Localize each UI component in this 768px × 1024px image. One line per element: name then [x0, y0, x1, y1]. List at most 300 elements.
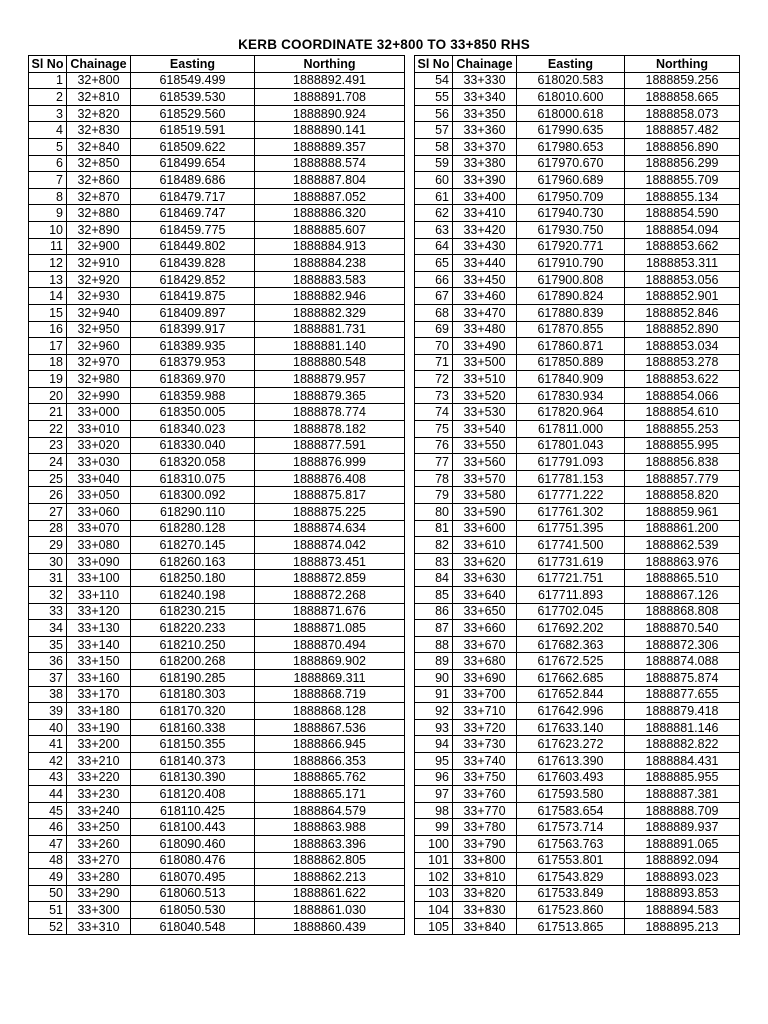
- cell-sl-no: 26: [29, 487, 67, 504]
- cell-chainage: 33+050: [67, 487, 131, 504]
- cell-sl-no: 44: [29, 786, 67, 803]
- table-row: [415, 387, 740, 404]
- cell-sl-no: 80: [415, 504, 453, 521]
- table-row: [415, 669, 740, 686]
- cell-easting: 618399.917: [131, 321, 255, 338]
- cell-chainage: 33+510: [453, 371, 517, 388]
- cell-easting: 618489.686: [131, 172, 255, 189]
- cell-northing: 1888874.634: [255, 520, 405, 537]
- table-row: [29, 487, 405, 504]
- cell-northing: 1888883.583: [255, 271, 405, 288]
- table-body-right: [415, 72, 740, 935]
- table-row: [415, 188, 740, 205]
- cell-easting: 618200.268: [131, 653, 255, 670]
- table-row: [29, 570, 405, 587]
- cell-chainage: 33+140: [67, 636, 131, 653]
- cell-chainage: 33+580: [453, 487, 517, 504]
- cell-sl-no: 9: [29, 205, 67, 222]
- table-row: [29, 89, 405, 106]
- cell-northing: 1888891.065: [625, 835, 740, 852]
- cell-sl-no: 65: [415, 255, 453, 272]
- cell-easting: 618529.560: [131, 105, 255, 122]
- cell-northing: 1888870.494: [255, 636, 405, 653]
- cell-easting: 618330.040: [131, 437, 255, 454]
- cell-northing: 1888884.431: [625, 752, 740, 769]
- cell-northing: 1888880.548: [255, 354, 405, 371]
- cell-easting: 617523.860: [517, 902, 625, 919]
- cell-chainage: 33+180: [67, 703, 131, 720]
- cell-easting: 618060.513: [131, 885, 255, 902]
- cell-sl-no: 41: [29, 736, 67, 753]
- table-row: [29, 205, 405, 222]
- cell-sl-no: 10: [29, 221, 67, 238]
- cell-chainage: 32+930: [67, 288, 131, 305]
- cell-sl-no: 70: [415, 338, 453, 355]
- cell-chainage: 33+360: [453, 122, 517, 139]
- table-row: [29, 736, 405, 753]
- cell-sl-no: 63: [415, 221, 453, 238]
- table-row: [29, 553, 405, 570]
- cell-northing: 1888865.510: [625, 570, 740, 587]
- cell-easting: 617702.045: [517, 603, 625, 620]
- cell-sl-no: 2: [29, 89, 67, 106]
- cell-easting: 617940.730: [517, 205, 625, 222]
- col-header-easting: Easting: [131, 56, 255, 73]
- coordinate-tables: [28, 55, 740, 935]
- cell-northing: 1888855.134: [625, 188, 740, 205]
- cell-chainage: 33+560: [453, 454, 517, 471]
- cell-sl-no: 54: [415, 72, 453, 89]
- cell-chainage: 33+340: [453, 89, 517, 106]
- table-row: [415, 138, 740, 155]
- cell-chainage: 33+640: [453, 587, 517, 604]
- cell-sl-no: 4: [29, 122, 67, 139]
- table-row: [29, 321, 405, 338]
- cell-sl-no: 59: [415, 155, 453, 172]
- cell-chainage: 33+280: [67, 869, 131, 886]
- table-row: [29, 404, 405, 421]
- cell-easting: 617850.889: [517, 354, 625, 371]
- cell-easting: 617791.093: [517, 454, 625, 471]
- cell-sl-no: 33: [29, 603, 67, 620]
- cell-sl-no: 38: [29, 686, 67, 703]
- cell-northing: 1888857.779: [625, 470, 740, 487]
- cell-sl-no: 52: [29, 918, 67, 935]
- cell-chainage: 33+670: [453, 636, 517, 653]
- table-row: [415, 371, 740, 388]
- cell-easting: 617623.272: [517, 736, 625, 753]
- cell-sl-no: 60: [415, 172, 453, 189]
- cell-chainage: 33+400: [453, 188, 517, 205]
- cell-easting: 617692.202: [517, 620, 625, 637]
- cell-sl-no: 79: [415, 487, 453, 504]
- cell-easting: 618379.953: [131, 354, 255, 371]
- cell-northing: 1888867.536: [255, 719, 405, 736]
- table-row: [29, 653, 405, 670]
- table-row: [415, 885, 740, 902]
- cell-northing: 1888864.579: [255, 802, 405, 819]
- table-row: [29, 304, 405, 321]
- cell-northing: 1888895.213: [625, 918, 740, 935]
- table-row: [29, 72, 405, 89]
- cell-easting: 618479.717: [131, 188, 255, 205]
- cell-sl-no: 77: [415, 454, 453, 471]
- cell-chainage: 33+190: [67, 719, 131, 736]
- table-row: [29, 636, 405, 653]
- table-row: [415, 752, 740, 769]
- cell-chainage: 33+650: [453, 603, 517, 620]
- table-row: [415, 255, 740, 272]
- table-row: [29, 769, 405, 786]
- cell-northing: 1888853.662: [625, 238, 740, 255]
- cell-sl-no: 89: [415, 653, 453, 670]
- table-row: [415, 603, 740, 620]
- cell-easting: 618509.622: [131, 138, 255, 155]
- cell-northing: 1888861.030: [255, 902, 405, 919]
- cell-chainage: 32+900: [67, 238, 131, 255]
- cell-northing: 1888854.066: [625, 387, 740, 404]
- cell-chainage: 33+540: [453, 421, 517, 438]
- table-row: [29, 620, 405, 637]
- cell-sl-no: 18: [29, 354, 67, 371]
- cell-sl-no: 50: [29, 885, 67, 902]
- cell-sl-no: 29: [29, 537, 67, 554]
- cell-chainage: 33+790: [453, 835, 517, 852]
- cell-chainage: 33+040: [67, 470, 131, 487]
- table-row: [415, 271, 740, 288]
- cell-northing: 1888862.213: [255, 869, 405, 886]
- cell-sl-no: 64: [415, 238, 453, 255]
- cell-northing: 1888853.278: [625, 354, 740, 371]
- cell-easting: 618100.443: [131, 819, 255, 836]
- cell-northing: 1888872.268: [255, 587, 405, 604]
- cell-chainage: 33+020: [67, 437, 131, 454]
- cell-sl-no: 32: [29, 587, 67, 604]
- cell-easting: 618320.058: [131, 454, 255, 471]
- cell-northing: 1888887.052: [255, 188, 405, 205]
- cell-northing: 1888881.731: [255, 321, 405, 338]
- table-row: [415, 570, 740, 587]
- cell-chainage: 33+720: [453, 719, 517, 736]
- table-row: [415, 155, 740, 172]
- cell-northing: 1888868.128: [255, 703, 405, 720]
- table-row: [415, 454, 740, 471]
- cell-sl-no: 84: [415, 570, 453, 587]
- cell-chainage: 33+120: [67, 603, 131, 620]
- cell-sl-no: 83: [415, 553, 453, 570]
- cell-easting: 618409.897: [131, 304, 255, 321]
- table-row: [415, 321, 740, 338]
- cell-sl-no: 74: [415, 404, 453, 421]
- cell-chainage: 33+250: [67, 819, 131, 836]
- cell-chainage: 33+490: [453, 338, 517, 355]
- cell-easting: 617960.689: [517, 172, 625, 189]
- cell-northing: 1888859.961: [625, 504, 740, 521]
- cell-sl-no: 51: [29, 902, 67, 919]
- table-body-left: [29, 72, 405, 935]
- table-row: [29, 603, 405, 620]
- cell-easting: 617593.580: [517, 786, 625, 803]
- cell-easting: 617771.222: [517, 487, 625, 504]
- cell-sl-no: 61: [415, 188, 453, 205]
- cell-northing: 1888888.709: [625, 802, 740, 819]
- cell-sl-no: 21: [29, 404, 67, 421]
- cell-northing: 1888891.708: [255, 89, 405, 106]
- cell-northing: 1888862.805: [255, 852, 405, 869]
- cell-chainage: 33+830: [453, 902, 517, 919]
- cell-easting: 617950.709: [517, 188, 625, 205]
- table-row: [415, 819, 740, 836]
- cell-easting: 617721.751: [517, 570, 625, 587]
- cell-northing: 1888861.622: [255, 885, 405, 902]
- cell-northing: 1888872.859: [255, 570, 405, 587]
- cell-sl-no: 17: [29, 338, 67, 355]
- cell-northing: 1888875.817: [255, 487, 405, 504]
- cell-sl-no: 40: [29, 719, 67, 736]
- cell-sl-no: 87: [415, 620, 453, 637]
- table-row: [415, 354, 740, 371]
- cell-northing: 1888890.924: [255, 105, 405, 122]
- cell-northing: 1888852.901: [625, 288, 740, 305]
- cell-sl-no: 71: [415, 354, 453, 371]
- cell-chainage: 33+160: [67, 669, 131, 686]
- table-row: [29, 255, 405, 272]
- table-row: [29, 155, 405, 172]
- cell-chainage: 33+780: [453, 819, 517, 836]
- table-row: [29, 138, 405, 155]
- cell-northing: 1888882.822: [625, 736, 740, 753]
- cell-chainage: 33+200: [67, 736, 131, 753]
- cell-easting: 618160.338: [131, 719, 255, 736]
- cell-chainage: 33+530: [453, 404, 517, 421]
- cell-sl-no: 48: [29, 852, 67, 869]
- cell-chainage: 33+770: [453, 802, 517, 819]
- cell-northing: 1888856.838: [625, 454, 740, 471]
- cell-sl-no: 68: [415, 304, 453, 321]
- cell-chainage: 33+700: [453, 686, 517, 703]
- cell-chainage: 33+600: [453, 520, 517, 537]
- cell-easting: 618429.852: [131, 271, 255, 288]
- cell-chainage: 33+000: [67, 404, 131, 421]
- cell-chainage: 33+380: [453, 155, 517, 172]
- cell-sl-no: 3: [29, 105, 67, 122]
- cell-easting: 617870.855: [517, 321, 625, 338]
- table-row: [415, 470, 740, 487]
- table-row: [415, 504, 740, 521]
- table-row: [29, 703, 405, 720]
- cell-northing: 1888854.610: [625, 404, 740, 421]
- table-row: [415, 703, 740, 720]
- cell-easting: 617553.801: [517, 852, 625, 869]
- cell-easting: 617573.714: [517, 819, 625, 836]
- cell-easting: 618250.180: [131, 570, 255, 587]
- cell-sl-no: 72: [415, 371, 453, 388]
- cell-northing: 1888884.238: [255, 255, 405, 272]
- cell-sl-no: 104: [415, 902, 453, 919]
- table-row: [415, 288, 740, 305]
- cell-chainage: 32+800: [67, 72, 131, 89]
- cell-chainage: 33+170: [67, 686, 131, 703]
- cell-chainage: 33+470: [453, 304, 517, 321]
- cell-northing: 1888887.381: [625, 786, 740, 803]
- cell-easting: 618090.460: [131, 835, 255, 852]
- col-header-northing: Northing: [625, 56, 740, 73]
- cell-sl-no: 93: [415, 719, 453, 736]
- cell-chainage: 33+260: [67, 835, 131, 852]
- cell-easting: 617603.493: [517, 769, 625, 786]
- cell-chainage: 33+390: [453, 172, 517, 189]
- cell-northing: 1888879.957: [255, 371, 405, 388]
- cell-easting: 618230.215: [131, 603, 255, 620]
- table-row: [29, 470, 405, 487]
- cell-chainage: 33+090: [67, 553, 131, 570]
- cell-chainage: 32+950: [67, 321, 131, 338]
- cell-easting: 617642.996: [517, 703, 625, 720]
- table-row: [29, 819, 405, 836]
- cell-easting: 618180.303: [131, 686, 255, 703]
- table-row: [29, 421, 405, 438]
- cell-sl-no: 6: [29, 155, 67, 172]
- cell-sl-no: 8: [29, 188, 67, 205]
- cell-sl-no: 103: [415, 885, 453, 902]
- col-header-chainage: Chainage: [67, 56, 131, 73]
- cell-northing: 1888892.094: [625, 852, 740, 869]
- cell-easting: 618190.285: [131, 669, 255, 686]
- cell-northing: 1888863.396: [255, 835, 405, 852]
- cell-chainage: 33+820: [453, 885, 517, 902]
- cell-easting: 617930.750: [517, 221, 625, 238]
- cell-chainage: 33+810: [453, 869, 517, 886]
- cell-easting: 618350.005: [131, 404, 255, 421]
- cell-northing: 1888853.311: [625, 255, 740, 272]
- cell-easting: 617920.771: [517, 238, 625, 255]
- table-row: [29, 354, 405, 371]
- cell-sl-no: 15: [29, 304, 67, 321]
- cell-chainage: 32+990: [67, 387, 131, 404]
- table-row: [29, 238, 405, 255]
- cell-easting: 617890.824: [517, 288, 625, 305]
- cell-chainage: 33+480: [453, 321, 517, 338]
- cell-chainage: 33+450: [453, 271, 517, 288]
- cell-northing: 1888876.999: [255, 454, 405, 471]
- table-row: [29, 835, 405, 852]
- cell-easting: 617970.670: [517, 155, 625, 172]
- cell-easting: 617543.829: [517, 869, 625, 886]
- cell-chainage: 33+520: [453, 387, 517, 404]
- cell-northing: 1888856.890: [625, 138, 740, 155]
- cell-sl-no: 11: [29, 238, 67, 255]
- table-row: [29, 852, 405, 869]
- cell-northing: 1888884.913: [255, 238, 405, 255]
- cell-sl-no: 55: [415, 89, 453, 106]
- table-row: [29, 902, 405, 919]
- cell-northing: 1888885.607: [255, 221, 405, 238]
- cell-chainage: 33+730: [453, 736, 517, 753]
- table-row: [29, 454, 405, 471]
- cell-chainage: 33+590: [453, 504, 517, 521]
- table-row: [415, 686, 740, 703]
- col-header-chainage: Chainage: [453, 56, 517, 73]
- cell-sl-no: 37: [29, 669, 67, 686]
- cell-sl-no: 27: [29, 504, 67, 521]
- cell-sl-no: 57: [415, 122, 453, 139]
- cell-easting: 617533.849: [517, 885, 625, 902]
- table-row: [415, 620, 740, 637]
- cell-easting: 618150.355: [131, 736, 255, 753]
- table-row: [415, 653, 740, 670]
- cell-sl-no: 36: [29, 653, 67, 670]
- cell-easting: 617990.635: [517, 122, 625, 139]
- cell-chainage: 32+830: [67, 122, 131, 139]
- cell-sl-no: 56: [415, 105, 453, 122]
- cell-chainage: 33+290: [67, 885, 131, 902]
- table-row: [415, 520, 740, 537]
- cell-sl-no: 24: [29, 454, 67, 471]
- table-header-row: [415, 56, 740, 73]
- cell-chainage: 33+800: [453, 852, 517, 869]
- col-header-easting: Easting: [517, 56, 625, 73]
- table-header-row: [29, 56, 405, 73]
- table-row: [415, 537, 740, 554]
- table-row: [415, 122, 740, 139]
- table-row: [415, 72, 740, 89]
- cell-chainage: 32+860: [67, 172, 131, 189]
- cell-sl-no: 73: [415, 387, 453, 404]
- cell-northing: 1888853.034: [625, 338, 740, 355]
- cell-chainage: 33+070: [67, 520, 131, 537]
- cell-sl-no: 75: [415, 421, 453, 438]
- cell-chainage: 33+760: [453, 786, 517, 803]
- cell-sl-no: 42: [29, 752, 67, 769]
- table-row: [29, 752, 405, 769]
- table-row: [29, 719, 405, 736]
- cell-northing: 1888871.676: [255, 603, 405, 620]
- cell-northing: 1888855.995: [625, 437, 740, 454]
- cell-easting: 617751.395: [517, 520, 625, 537]
- cell-easting: 618000.618: [517, 105, 625, 122]
- cell-easting: 617910.790: [517, 255, 625, 272]
- cell-chainage: 33+230: [67, 786, 131, 803]
- cell-easting: 617761.302: [517, 504, 625, 521]
- table-row: [415, 238, 740, 255]
- cell-chainage: 33+030: [67, 454, 131, 471]
- cell-chainage: 33+150: [67, 653, 131, 670]
- col-header-northing: Northing: [255, 56, 405, 73]
- cell-easting: 618389.935: [131, 338, 255, 355]
- cell-northing: 1888886.320: [255, 205, 405, 222]
- cell-chainage: 33+310: [67, 918, 131, 935]
- cell-sl-no: 95: [415, 752, 453, 769]
- cell-northing: 1888870.540: [625, 620, 740, 637]
- table-row: [415, 852, 740, 869]
- cell-sl-no: 45: [29, 802, 67, 819]
- table-row: [415, 172, 740, 189]
- table-row: [29, 786, 405, 803]
- cell-sl-no: 67: [415, 288, 453, 305]
- cell-easting: 617801.043: [517, 437, 625, 454]
- coordinate-table-left: [28, 55, 405, 935]
- cell-easting: 617633.140: [517, 719, 625, 736]
- cell-sl-no: 5: [29, 138, 67, 155]
- table-row: [415, 786, 740, 803]
- cell-northing: 1888874.088: [625, 653, 740, 670]
- cell-chainage: 33+550: [453, 437, 517, 454]
- cell-easting: 618170.320: [131, 703, 255, 720]
- cell-chainage: 33+710: [453, 703, 517, 720]
- cell-northing: 1888853.056: [625, 271, 740, 288]
- table-row: [415, 918, 740, 935]
- cell-chainage: 33+630: [453, 570, 517, 587]
